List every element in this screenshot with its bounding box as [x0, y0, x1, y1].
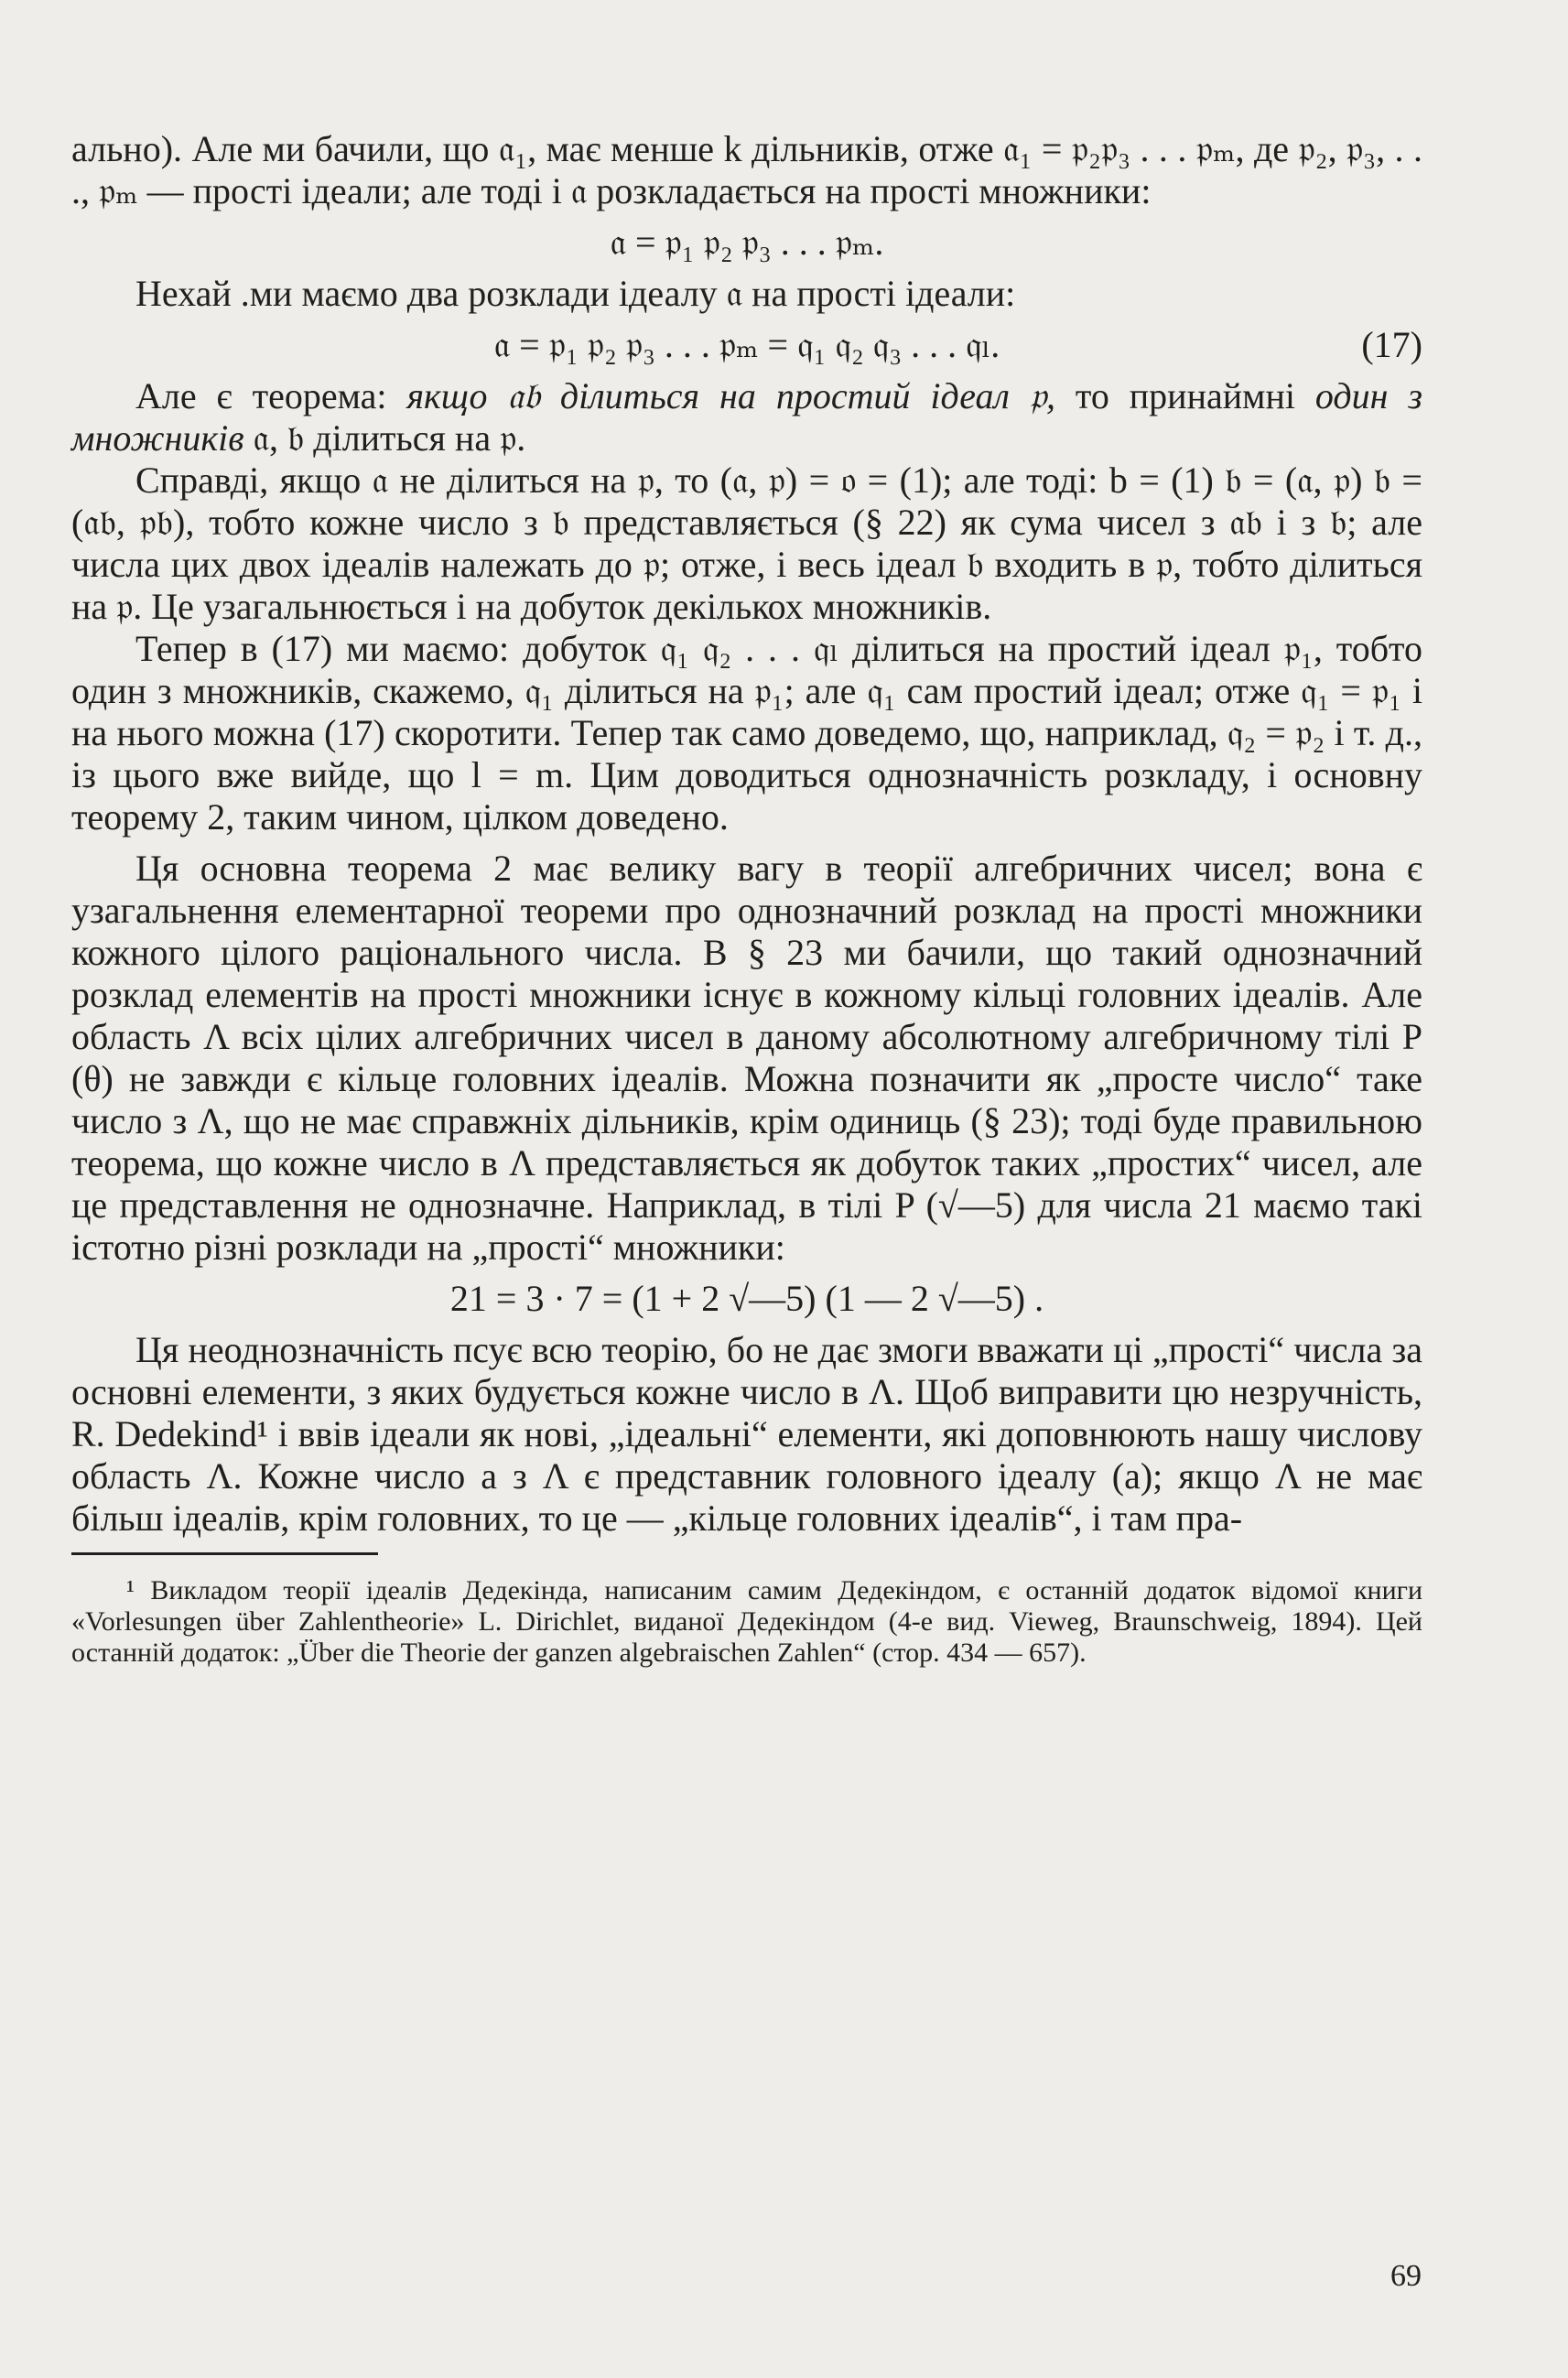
paragraph-3: [71, 375, 1422, 459]
paragraph-3-part-e: 𝔞, 𝔟 ділиться на 𝔭.: [243, 417, 526, 459]
formula-17-expression: 𝔞 = 𝔭₁ 𝔭₂ 𝔭₃ . . . 𝔭ₘ = 𝔮₁ 𝔮₂ 𝔮₃ . . . 𝔮ₗ.: [493, 324, 1000, 365]
formula-17-number: (17): [1361, 324, 1422, 365]
page-number: 69: [1390, 2259, 1422, 2293]
page-content: [71, 128, 1422, 1669]
paragraph-3-part-c: то принаймні: [1054, 375, 1315, 416]
formula-17: [71, 324, 1422, 366]
footnote-divider: [71, 1552, 378, 1555]
paragraph-6: Ця основна теорема 2 має велику вагу в теорії алгебричних чисел; вона є узагальнення елементарної теореми про однозначний розклад на прості множники кожного цілого раціонального числа. В § 23 ми бачили, що такий однозначний розклад елементів на прості множники існує в кожному кільці головних ідеалів. Але область Λ всіх цілих алгебричних чисел в даному абсолютному алгебричному тілі P (θ) не завжди є кільце головних ідеалів. Можна позначити як „просте число“ таке число з Λ, що не має справжніх дільників, крім одиниць (§ 23); тоді буде правильною теорема, що кожне число в Λ представляється як добуток таких „простих“ чисел, але це представлення не однозначне. Наприклад, в тілі P (√—5) для числа 21 маємо такі істотно різні розклади на „прості“ множники:: [71, 848, 1422, 1268]
paragraph-1: ально). Але ми бачили, що 𝔞₁, має менше k дільників, отже 𝔞₁ = 𝔭₂𝔭₃ . . . 𝔭ₘ, де 𝔭₂, 𝔭₃, . . ., 𝔭ₘ — прості ідеали; але тоді і 𝔞 розкладається на прості множники:: [71, 128, 1422, 211]
formula-1: 𝔞 = 𝔭₁ 𝔭₂ 𝔭₃ . . . 𝔭ₘ.: [610, 222, 884, 263]
paragraph-4: Справді, якщо 𝔞 не ділиться на 𝔭, то (𝔞, 𝔭) = 𝔬 = (1); але тоді: b = (1) 𝔟 = (𝔞, 𝔭) 𝔟 = (𝔞𝔟, 𝔭𝔟), тобто кожне число з 𝔟 представляється (§ 22) як сума чисел з 𝔞𝔟 і з 𝔟; але числа цих двох ідеалів належать до 𝔭; отже, і весь ідеал 𝔟 входить в 𝔭, тобто ділиться на 𝔭. Це узагальнюється і на добуток декількох множників.: [71, 459, 1422, 627]
footnote: ¹ Викладом теорії ідеалів Дедекінда, написаним самим Дедекіндом, є останній додаток відомої книги «Vorlesungen über Zahlentheorie» L. Dirichlet, виданої Дедекіндом (4-е вид. Vieweg, Braunschweig, 1894). Цей останній додаток: „Über die Theorie der ganzen algebraischen Zahlen“ (стор. 434 — 657).: [71, 1575, 1422, 1668]
paragraph-5: Тепер в (17) ми маємо: добуток 𝔮₁ 𝔮₂ . . . 𝔮ₗ ділиться на простий ідеал 𝔭₁, тобто один з множників, скажемо, 𝔮₁ ділиться на 𝔭₁; але 𝔮₁ сам простий ідеал; отже 𝔮₁ = 𝔭₁ і на нього можна (17) скоротити. Тепер так само доведемо, що, наприклад, 𝔮₂ = 𝔭₂ і т. д., із цього вже вийде, що l = m. Цим доводиться однозначність розкладу, і основну теорему 2, таким чином, цілком доведено.: [71, 628, 1422, 838]
theorem-statement: якщо 𝔞𝔟 ділиться на простий ідеал 𝔭,: [406, 375, 1055, 416]
paragraph-7: Ця неоднозначність псує всю теорію, бо не дає змоги вважати ці „прості“ числа за основні елементи, з яких будується кожне число в Λ. Щоб виправити цю незручність, R. Dedekind¹ і ввів ідеали як нові, „ідеальні“ елементи, які доповнюють нашу числову область Λ. Кожне число a з Λ є представник головного ідеалу (a); якщо Λ не має більш ідеалів, крім головних, то це — „кільце головних ідеалів“, і там пра-: [71, 1329, 1422, 1539]
theorem-emphasis: один з множників: [71, 375, 1422, 459]
formula-21: 21 = 3 · 7 = (1 + 2 √—5) (1 — 2 √—5) .: [449, 1278, 1044, 1319]
paragraph-2: Нехай .ми маємо два розклади ідеалу 𝔞 на прості ідеали:: [135, 273, 1016, 314]
paragraph-3-part-a: Але є теорема:: [135, 375, 407, 416]
paragraph-gap: [71, 838, 1422, 848]
